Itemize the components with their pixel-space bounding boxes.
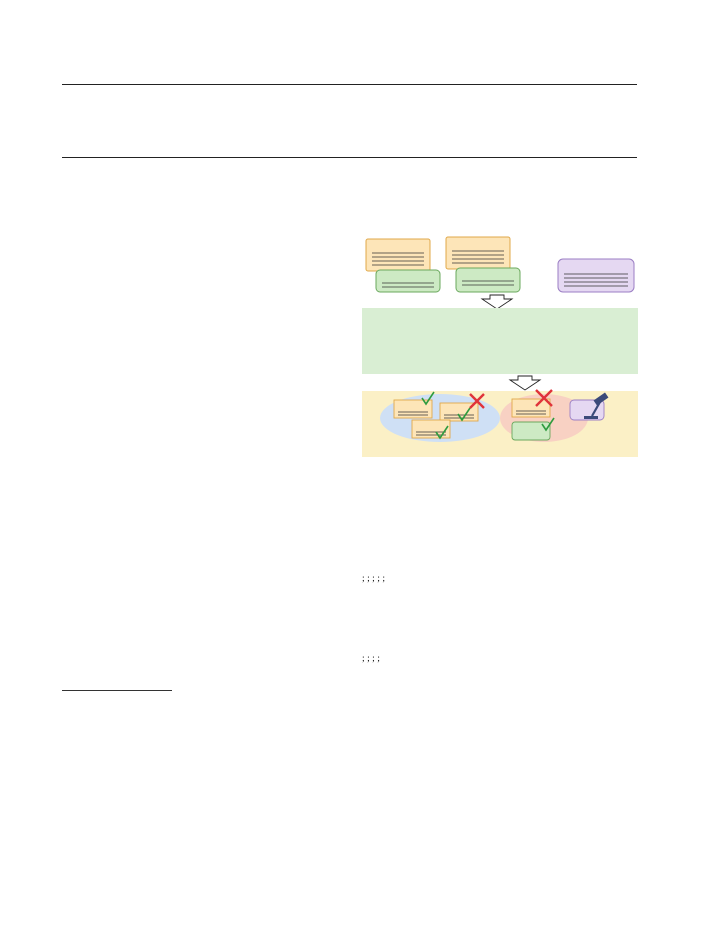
left-reviewer2-box: [412, 420, 450, 438]
right-author-box: [512, 422, 550, 440]
split-arrow-icon: [482, 295, 512, 309]
right-column-paragraph-1: ; ; ; ; ;: [362, 573, 385, 584]
author-rebuttal-2-box: [456, 268, 520, 292]
merge-arrow-icon: [510, 376, 540, 390]
figure-1: [362, 236, 638, 458]
right-reviewer-box: [512, 399, 550, 417]
meta-review-box: [558, 259, 634, 292]
footnote-rule: [62, 690, 172, 691]
author-rebuttal-1-box: [376, 270, 440, 292]
completeness-band: [362, 308, 638, 374]
title-bottom-rule: [62, 157, 637, 158]
right-column-paragraph-2: ; ; ; ;: [362, 653, 380, 664]
reviewer-1-box: [366, 239, 430, 271]
title-top-rule: [62, 84, 637, 85]
reviewer-2-box: [446, 237, 510, 269]
arxiv-stamp: [22, 272, 52, 672]
